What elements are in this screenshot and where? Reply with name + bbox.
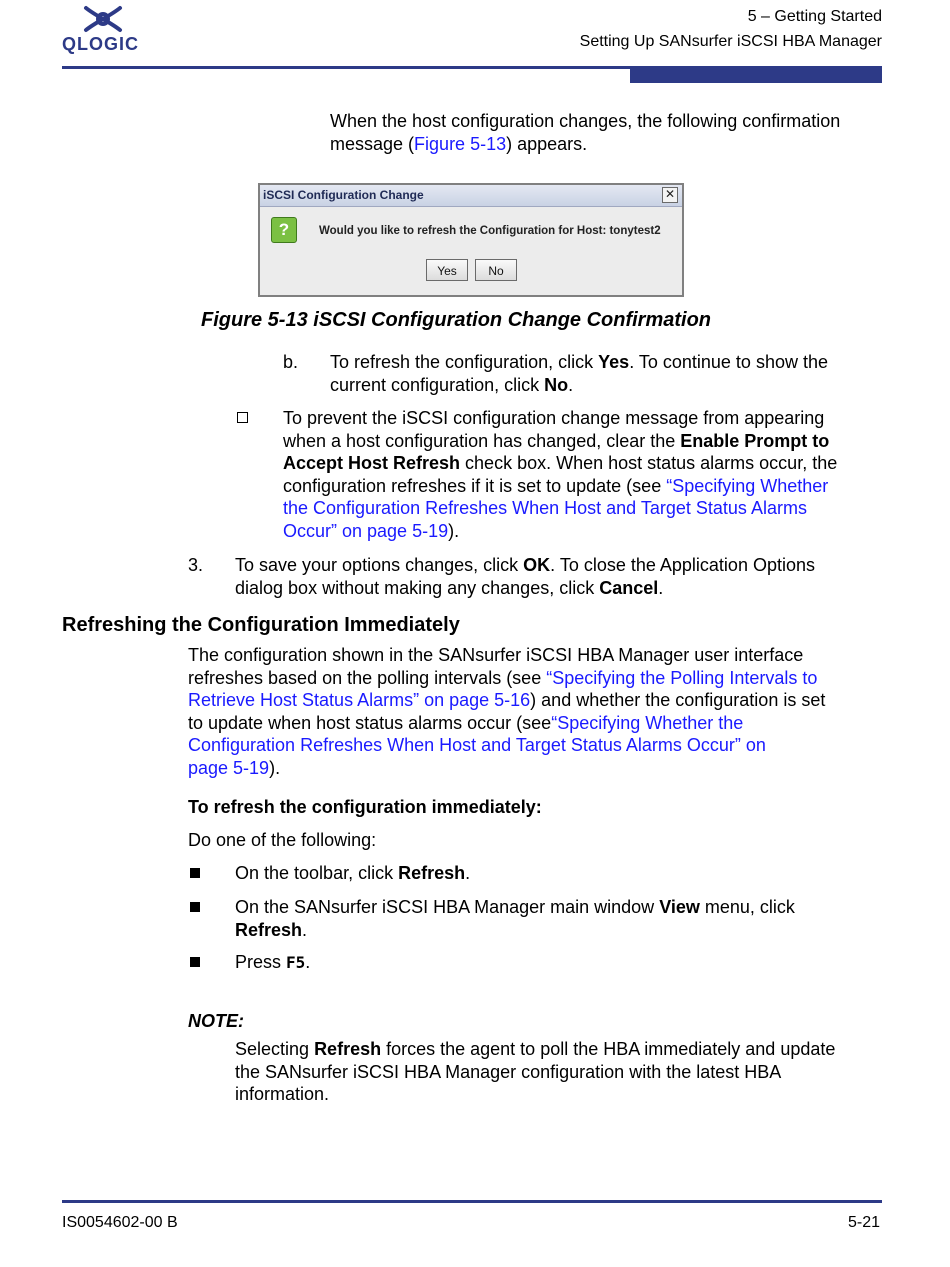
specifying-whether-link[interactable]: “Specifying Whether: [666, 475, 829, 496]
step-3-text: To save your options changes, click OK. To close the Application Options dialog box without making any changes, click Cancel.: [235, 555, 815, 598]
company-logo-text: QLOGIC: [62, 34, 139, 54]
note-label: NOTE:: [188, 1011, 244, 1031]
do-one-text: Do one of the following:: [188, 830, 377, 850]
qlogic-logo-icon: [82, 4, 124, 34]
close-icon[interactable]: ✕: [662, 187, 678, 203]
bullet-icon: [190, 902, 200, 912]
footer-page-number: 5-21: [847, 1214, 880, 1231]
yes-button[interactable]: Yes: [426, 259, 468, 281]
step-b-text: To refresh the configuration, click Yes. To continue to show the current configuration, click No.: [330, 352, 828, 395]
section-heading: Refreshing the Configuration Immediately: [62, 614, 460, 636]
checkbox-bullet-icon: [237, 412, 248, 423]
bullet-icon: [190, 957, 200, 967]
dialog-titlebar: [260, 185, 682, 207]
dialog-message: Would you like to refresh the Configuration for Host: tonytest2: [319, 225, 661, 237]
specifying-whether-link-end[interactable]: Occur” on page 5-19: [283, 520, 449, 541]
polling-intervals-link[interactable]: “Specifying the Polling Intervals to: [546, 667, 818, 688]
iscsi-config-change-dialog: [258, 183, 684, 297]
header-tab-bar: [630, 66, 882, 83]
figure-5-13-link[interactable]: Figure 5-13: [414, 133, 507, 154]
note-text: Selecting Refresh forces the agent to poll the HBA immediately and update the SANsurfer iSCSI HBA Manager configuration with the latest HBA information.: [235, 1039, 836, 1105]
specifying-whether-link-2[interactable]: “Specifying Whether the: [551, 712, 744, 733]
no-button[interactable]: No: [475, 259, 517, 281]
bullet-view-menu: On the SANsurfer iSCSI HBA Manager main window View menu, click Refresh.: [235, 897, 795, 940]
bullet-toolbar: On the toolbar, click Refresh.: [235, 863, 471, 883]
footer-rule: [62, 1200, 882, 1203]
specifying-whether-link-2-end[interactable]: page 5-19: [188, 757, 270, 778]
step-3-marker: 3.: [188, 555, 204, 575]
question-icon: ?: [271, 217, 297, 243]
figure-caption: Figure 5-13 iSCSI Configuration Change Confirmation: [201, 309, 712, 331]
header-chapter: 5 – Getting Started: [747, 8, 882, 25]
header-section: Setting Up SANsurfer iSCSI HBA Manager: [579, 33, 882, 50]
bullet-press-f5: Press F5.: [235, 952, 311, 972]
polling-intervals-link-cont[interactable]: Retrieve Host Status Alarms” on page 5-16: [188, 690, 531, 711]
specifying-whether-link-2-cont[interactable]: Configuration Refreshes When Host and Target Status Alarms Occur” on: [188, 735, 766, 756]
dialog-title: iSCSI Configuration Change: [263, 188, 424, 202]
procedure-heading: To refresh the configuration immediately:: [188, 797, 542, 817]
bullet-icon: [190, 868, 200, 878]
intro-paragraph: When the host configuration changes, the following confirmation message (Figure 5-13) appears.: [330, 111, 841, 154]
footer-doc-id: IS0054602-00 B: [62, 1214, 178, 1231]
prevent-prompt-paragraph: To prevent the iSCSI configuration change message from appearing when a host configuration has changed, clear the Enable Prompt to Accept Host Refresh check box. When host status alarms occur, the configuration refreshes if it is set to update (see “Specifying Whether the Configuration Refreshes When Host and Target Status Alarms Occur” on page 5-19).: [283, 408, 838, 541]
section-body-paragraph: The configuration shown in the SANsurfer iSCSI HBA Manager user interface refreshes based on the polling intervals (see “Specifying the Polling Intervals to Retrieve Host Status Alarms” on page 5-16) and whether the configuration is set to update when host status alarms occur (see“Specifying Whether the Configuration Refreshes When Host and Target Status Alarms Occur” on page 5-19).: [188, 645, 826, 778]
specifying-whether-link-cont[interactable]: the Configuration Refreshes When Host and Target Status Alarms: [283, 498, 807, 519]
step-b-marker: b.: [283, 352, 299, 372]
